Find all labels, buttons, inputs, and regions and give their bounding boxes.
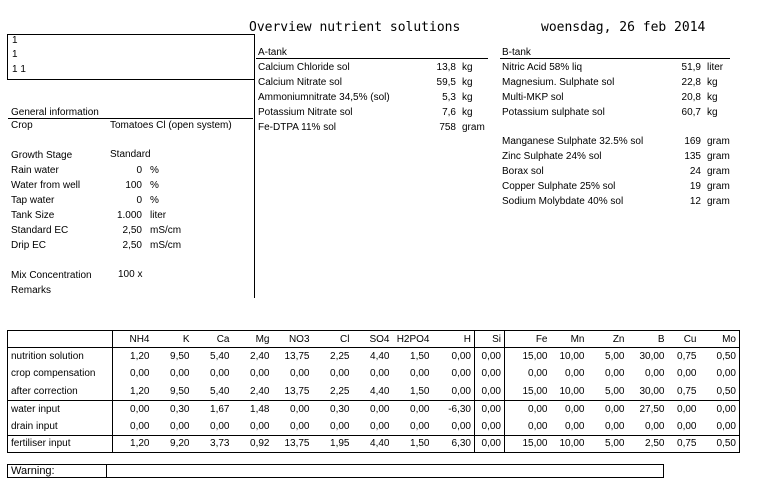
column-header: Ca bbox=[193, 331, 233, 348]
table-cell: 0,00 bbox=[475, 348, 505, 366]
growth-stage-value: Standard bbox=[110, 149, 151, 160]
table-cell: 0,75 bbox=[677, 351, 697, 362]
general-row-label: Drip EC bbox=[11, 240, 47, 251]
table-cell: 0,00 bbox=[645, 420, 665, 432]
general-row-value: 0 bbox=[136, 195, 142, 206]
a-tank-item-unit: kg bbox=[462, 77, 473, 88]
table-cell: 1,20 bbox=[113, 348, 153, 366]
table-cell: 30,00 bbox=[639, 385, 665, 397]
table-cell: 0,00 bbox=[700, 400, 740, 418]
a-tank-item-name: Ammoniumnitrate 34,5% (sol) bbox=[258, 92, 390, 103]
page-title: Overview nutrient solutions bbox=[249, 20, 461, 35]
a-tank-item-name: Calcium Nitrate sol bbox=[258, 77, 342, 88]
table-cell: 0,50 bbox=[716, 351, 736, 362]
table-cell: 0,00 bbox=[475, 383, 505, 401]
mix-value: 100 x bbox=[118, 269, 143, 280]
warning-box bbox=[7, 464, 664, 478]
table-row bbox=[8, 418, 740, 436]
b-tank-trace-value: 169 bbox=[684, 136, 701, 147]
b-tank-trace-name: Manganese Sulphate 32.5% sol bbox=[502, 136, 644, 147]
table-cell: 5,00 bbox=[588, 435, 628, 453]
row-label: water input bbox=[8, 400, 113, 418]
b-tank-trace-value: 12 bbox=[689, 196, 701, 207]
b-tank-trace-name: Sodium Molybdate 40% sol bbox=[502, 196, 624, 207]
column-header: Fe bbox=[505, 331, 551, 348]
table-cell: 10,00 bbox=[551, 435, 588, 453]
general-row-label: Rain water bbox=[11, 165, 59, 176]
remarks-label: Remarks bbox=[11, 285, 52, 296]
general-row-unit: % bbox=[150, 195, 159, 206]
table-cell: 0,00 bbox=[250, 420, 270, 432]
a-tank-item-value: 13,8 bbox=[436, 62, 456, 73]
table-cell: 0,00 bbox=[170, 368, 190, 380]
divider bbox=[106, 465, 107, 477]
divider bbox=[500, 58, 730, 59]
table-cell: 2,50 bbox=[628, 435, 668, 453]
b-tank-item-value: 60,7 bbox=[681, 107, 701, 118]
general-row-value: 100 bbox=[125, 180, 142, 191]
table-cell: 1,20 bbox=[113, 383, 153, 401]
table-cell: 2,40 bbox=[250, 385, 270, 397]
b-tank-item-value: 51,9 bbox=[681, 62, 701, 73]
a-tank-item-name: Fe-DTPA 11% sol bbox=[258, 122, 336, 133]
b-tank-item-name: Magnesium. Sulphate sol bbox=[502, 77, 615, 88]
table-cell: 0,75 bbox=[677, 385, 697, 397]
table-cell: 0,00 bbox=[668, 400, 700, 418]
table-cell: 0,00 bbox=[505, 418, 551, 436]
table-cell: 0,00 bbox=[210, 368, 230, 380]
table-cell: 15,00 bbox=[505, 383, 551, 401]
column-header: Zn bbox=[588, 331, 628, 348]
id-line: 1 bbox=[12, 49, 18, 60]
b-tank-item-unit: kg bbox=[707, 107, 718, 118]
table-cell: 15,00 bbox=[505, 435, 551, 453]
b-tank-item-name: Multi-MKP sol bbox=[502, 92, 564, 103]
b-tank-trace-name: Borax sol bbox=[502, 166, 544, 177]
general-row-label: Water from well bbox=[11, 180, 81, 191]
b-tank-item-unit: kg bbox=[707, 77, 718, 88]
a-tank-item-unit: kg bbox=[462, 107, 473, 118]
b-tank-trace-value: 24 bbox=[689, 166, 701, 177]
table-cell: 6,30 bbox=[433, 435, 475, 453]
row-label: fertiliser input bbox=[8, 435, 113, 453]
column-header: Mg bbox=[233, 331, 273, 348]
a-tank-item-value: 5,3 bbox=[442, 92, 456, 103]
table-cell: 0,00 bbox=[475, 435, 505, 453]
table-cell: 5,40 bbox=[210, 385, 230, 397]
column-header: Mn bbox=[551, 331, 588, 348]
column-header: Cl bbox=[313, 331, 353, 348]
column-header: Mo bbox=[700, 331, 740, 348]
report-date: woensdag, 26 feb 2014 bbox=[541, 20, 706, 35]
table-cell: 2,40 bbox=[250, 351, 270, 362]
table-cell: 1,20 bbox=[113, 435, 153, 453]
a-tank-item-value: 59,5 bbox=[436, 77, 456, 88]
table-cell: -6,30 bbox=[433, 400, 475, 418]
table-cell: 1,48 bbox=[233, 400, 273, 418]
table-cell: 0,00 bbox=[113, 418, 153, 436]
table-cell: 0,00 bbox=[475, 400, 505, 418]
general-row-label: Tank Size bbox=[11, 210, 55, 221]
warning-label: Warning: bbox=[11, 465, 55, 477]
table-cell: 0,00 bbox=[716, 368, 736, 380]
general-row-value: 1.000 bbox=[116, 210, 142, 221]
b-tank-trace-unit: gram bbox=[707, 181, 730, 192]
table-cell: 27,50 bbox=[628, 400, 668, 418]
table-cell: 0,00 bbox=[475, 418, 505, 436]
table-cell: 0,00 bbox=[716, 420, 736, 432]
column-header: H bbox=[433, 331, 475, 348]
table-cell: 0,00 bbox=[393, 400, 433, 418]
general-row-unit: liter bbox=[150, 210, 167, 221]
table-cell: 0,50 bbox=[716, 385, 736, 397]
table-cell: 0,00 bbox=[451, 385, 471, 397]
general-row-value: 2,50 bbox=[122, 240, 142, 251]
column-header: B bbox=[628, 331, 668, 348]
row-label: drain input bbox=[11, 420, 58, 432]
nutrient-table bbox=[7, 330, 740, 453]
table-cell: 0,00 bbox=[451, 368, 471, 380]
table-cell: 0,00 bbox=[170, 420, 190, 432]
column-header: SO4 bbox=[353, 331, 393, 348]
table-cell: 0,00 bbox=[410, 368, 430, 380]
table-cell: 0,00 bbox=[677, 420, 697, 432]
table-row bbox=[8, 348, 740, 366]
table-cell: 0,00 bbox=[290, 368, 310, 380]
table-cell: 9,20 bbox=[153, 435, 193, 453]
row-label: crop compensation bbox=[11, 368, 96, 380]
table-cell: 1,50 bbox=[410, 385, 430, 397]
table-row bbox=[8, 400, 740, 418]
table-cell: 0,00 bbox=[113, 365, 153, 383]
table-cell: 5,40 bbox=[210, 351, 230, 362]
table-cell: 10,00 bbox=[559, 385, 585, 397]
b-tank-item-value: 20,8 bbox=[681, 92, 701, 103]
table-cell: 2,25 bbox=[330, 351, 350, 362]
table-cell: 0,92 bbox=[233, 435, 273, 453]
b-tank-trace-name: Zinc Sulphate 24% sol bbox=[502, 151, 602, 162]
table-cell: 4,40 bbox=[370, 385, 390, 397]
table-cell: 0,00 bbox=[353, 400, 393, 418]
table-cell: 0,00 bbox=[370, 368, 390, 380]
table-cell: 0,00 bbox=[475, 365, 505, 383]
general-row-value: 0 bbox=[136, 165, 142, 176]
column-header: H2PO4 bbox=[393, 331, 433, 348]
table-cell: 0,00 bbox=[210, 420, 230, 432]
table-cell: 0,00 bbox=[605, 368, 625, 380]
general-heading: General information bbox=[11, 107, 99, 118]
table-cell: 0,00 bbox=[370, 420, 390, 432]
table-cell: 0,50 bbox=[700, 435, 740, 453]
mix-label: Mix Concentration bbox=[11, 270, 92, 281]
table-cell: 0,30 bbox=[313, 400, 353, 418]
general-row-label: Standard EC bbox=[11, 225, 69, 236]
table-cell: 0,00 bbox=[330, 420, 350, 432]
general-row-label: Tap water bbox=[11, 195, 55, 206]
table-cell: 0,00 bbox=[290, 420, 310, 432]
column-header: Cu bbox=[668, 331, 700, 348]
b-tank-item-value: 22,8 bbox=[681, 77, 701, 88]
table-cell: 0,75 bbox=[668, 435, 700, 453]
table-cell: 1,50 bbox=[410, 351, 430, 362]
table-cell: 1,67 bbox=[193, 400, 233, 418]
table-cell: 13,75 bbox=[284, 351, 310, 362]
a-tank-item-unit: kg bbox=[462, 92, 473, 103]
id-line: 1 bbox=[12, 35, 18, 46]
column-header: NH4 bbox=[113, 331, 153, 348]
table-cell: 0,00 bbox=[565, 368, 585, 380]
column-header: NO3 bbox=[273, 331, 313, 348]
general-row-unit: % bbox=[150, 165, 159, 176]
id-line: 1 1 bbox=[12, 64, 26, 75]
table-cell: 3,73 bbox=[193, 435, 233, 453]
b-tank-trace-unit: gram bbox=[707, 151, 730, 162]
a-tank-item-unit: kg bbox=[462, 62, 473, 73]
table-cell: 0,00 bbox=[451, 420, 471, 432]
b-tank-trace-value: 19 bbox=[689, 181, 701, 192]
table-cell: 0,00 bbox=[565, 420, 585, 432]
b-tank-title: B-tank bbox=[502, 47, 531, 58]
table-cell: 0,00 bbox=[645, 368, 665, 380]
a-tank-item-name: Calcium Chloride sol bbox=[258, 62, 350, 73]
b-tank-item-name: Nitric Acid 58% liq bbox=[502, 62, 583, 73]
table-cell: 9,50 bbox=[170, 385, 190, 397]
table-cell: 0,00 bbox=[113, 400, 153, 418]
table-cell: 15,00 bbox=[505, 348, 551, 366]
vertical-divider bbox=[254, 44, 255, 298]
table-cell: 0,00 bbox=[605, 420, 625, 432]
id-box bbox=[7, 34, 255, 80]
divider bbox=[256, 58, 488, 59]
table-cell: 9,50 bbox=[170, 351, 190, 362]
a-tank-item-name: Potassium Nitrate sol bbox=[258, 107, 353, 118]
column-header: K bbox=[153, 331, 193, 348]
table-header-row bbox=[8, 331, 740, 348]
table-cell: 4,40 bbox=[353, 435, 393, 453]
crop-label: Crop bbox=[11, 120, 33, 131]
table-cell: 13,75 bbox=[284, 385, 310, 397]
table-cell: 5,00 bbox=[605, 385, 625, 397]
general-row-unit: mS/cm bbox=[150, 225, 182, 236]
table-row bbox=[8, 365, 740, 383]
table-cell: 0,00 bbox=[330, 368, 350, 380]
table-cell: 0,30 bbox=[153, 400, 193, 418]
general-row-unit: % bbox=[150, 180, 159, 191]
a-tank-title: A-tank bbox=[258, 47, 287, 58]
table-cell: 0,00 bbox=[451, 351, 471, 362]
table-cell: 10,00 bbox=[559, 351, 585, 362]
divider bbox=[8, 118, 253, 119]
general-row-value: 2,50 bbox=[122, 225, 142, 236]
general-row-unit: mS/cm bbox=[150, 240, 182, 251]
a-tank-item-unit: gram bbox=[462, 122, 485, 133]
table-cell: 0,00 bbox=[250, 368, 270, 380]
b-tank-trace-name: Copper Sulphate 25% sol bbox=[502, 181, 616, 192]
table-cell: 0,00 bbox=[677, 368, 697, 380]
column-header: Si bbox=[475, 331, 505, 348]
table-cell: 1,50 bbox=[393, 435, 433, 453]
a-tank-item-value: 758 bbox=[439, 122, 456, 133]
table-cell: 30,00 bbox=[639, 351, 665, 362]
table-cell: 0,00 bbox=[505, 365, 551, 383]
table-cell: 13,75 bbox=[273, 435, 313, 453]
b-tank-trace-value: 135 bbox=[684, 151, 701, 162]
b-tank-trace-unit: gram bbox=[707, 166, 730, 177]
table-cell: 0,00 bbox=[410, 420, 430, 432]
b-tank-trace-unit: gram bbox=[707, 196, 730, 207]
table-cell: 1,95 bbox=[313, 435, 353, 453]
table-cell: 5,00 bbox=[605, 351, 625, 362]
table-row bbox=[8, 383, 740, 401]
a-tank-item-value: 7,6 bbox=[442, 107, 456, 118]
b-tank-item-unit: kg bbox=[707, 92, 718, 103]
table-cell: 0,00 bbox=[551, 400, 588, 418]
b-tank-trace-unit: gram bbox=[707, 136, 730, 147]
b-tank-item-name: Potassium sulphate sol bbox=[502, 107, 605, 118]
table-header-blank bbox=[8, 331, 113, 348]
table-cell: 0,00 bbox=[505, 400, 551, 418]
table-cell: 4,40 bbox=[370, 351, 390, 362]
b-tank-item-unit: liter bbox=[707, 62, 724, 73]
table-cell: 0,00 bbox=[273, 400, 313, 418]
row-label: after correction bbox=[11, 385, 78, 397]
row-label: nutrition solution bbox=[11, 351, 84, 362]
crop-value: Tomatoes Cl (open system) bbox=[110, 120, 232, 131]
table-cell: 2,25 bbox=[330, 385, 350, 397]
growth-stage-label: Growth Stage bbox=[11, 150, 73, 161]
table-row bbox=[8, 435, 740, 453]
table-cell: 0,00 bbox=[588, 400, 628, 418]
